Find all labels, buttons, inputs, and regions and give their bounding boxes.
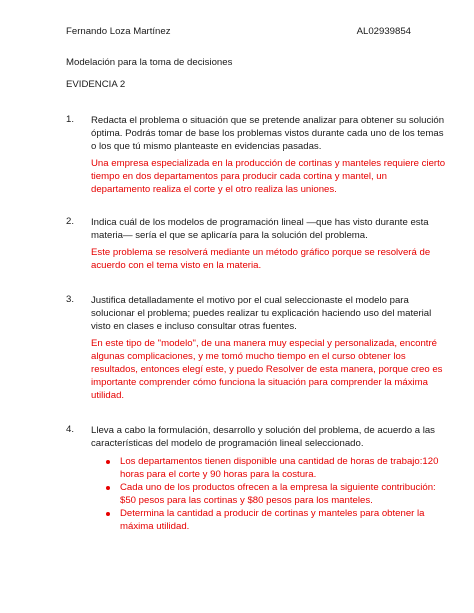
answer-1-line-2: tiempo en dos departamentos para producir cada cortina y mantel, un xyxy=(91,171,387,182)
student-id: AL02939854 xyxy=(356,26,411,37)
answer-1-line-3: departamento realiza el corte y el otro realiza las uniones. xyxy=(91,184,337,195)
bullet-3-line-2: máxima utilidad. xyxy=(120,521,190,532)
bullet-1-line-2: horas para el corte y 90 horas para la costura. xyxy=(120,469,317,480)
bullet-2-line-2: $50 pesos para las cortinas y $80 pesos para los manteles. xyxy=(120,495,373,506)
question-2-line-2: materia— sería el que se aplicaría para la solución del problema. xyxy=(91,230,368,241)
answer-3-line-2: algunas complicaciones, y me tomó mucho tiempo en el curso obtener los xyxy=(91,351,406,362)
answer-3-line-5: utilidad. xyxy=(91,390,125,401)
question-4-line-2: características del modelo de programación lineal seleccionado. xyxy=(91,438,364,449)
question-3-line-3: visto en clases e incluso consultar otras fuentes. xyxy=(91,321,297,332)
answer-3-line-4: importante comprender cómo funciona la situación para comprender la máxima xyxy=(91,377,429,388)
answer-2-line-2: acuerdo con el tema visto en la materia. xyxy=(91,260,262,271)
answer-3-line-3: resultados, entonces elegí este, y puedo Resolver de esta manera, porque creo es xyxy=(91,364,443,375)
bullet-3-line-1: Determina la cantidad a producir de cortinas y manteles para obtener la xyxy=(120,508,425,519)
bullet-1-icon xyxy=(106,460,110,464)
evidence-label: EVIDENCIA 2 xyxy=(66,79,126,90)
question-3-line-2: solucionar el problema; puedes realizar tu explicación haciendo uso del material xyxy=(91,308,432,319)
item-number-1: 1. xyxy=(66,114,75,125)
bullet-2-line-1: Cada uno de los productos ofrecen a la empresa la siguiente contribución: xyxy=(120,482,436,493)
bullet-1-line-1: Los departamentos tienen disponible una cantidad de horas de trabajo:120 xyxy=(120,456,439,467)
bullet-2-icon xyxy=(106,486,110,490)
answer-2-line-1: Este problema se resolverá mediante un método gráfico porque se resolverá de xyxy=(91,247,431,258)
question-1-line-1: Redacta el problema o situación que se pretende analizar para obtener su solución xyxy=(91,115,445,126)
question-1-line-3: o los que tú mismo planteaste en evidencias pasadas. xyxy=(91,141,322,152)
question-4-line-1: Lleva a cabo la formulación, desarrollo y solución del problema, de acuerdo a las xyxy=(91,425,435,436)
author-name: Fernando Loza Martínez xyxy=(66,26,171,37)
item-number-3: 3. xyxy=(66,294,75,305)
course-title: Modelación para la toma de decisiones xyxy=(66,57,233,68)
bullet-3-icon xyxy=(106,512,110,516)
item-number-2: 2. xyxy=(66,216,75,227)
answer-3-line-1: En este tipo de "modelo", de una manera muy especial y personalizada, encontré xyxy=(91,338,437,349)
answer-1-line-1: Una empresa especializada en la producción de cortinas y manteles requiere cierto xyxy=(91,158,446,169)
item-number-4: 4. xyxy=(66,424,75,435)
question-1-line-2: óptima. Podrás tomar de base los problemas vistos durante cada uno de los temas xyxy=(91,128,444,139)
question-3-line-1: Justifica detalladamente el motivo por el cual seleccionaste el modelo para xyxy=(91,295,409,306)
question-2-line-1: Indica cuál de los modelos de programación lineal —que has visto durante esta xyxy=(91,217,429,228)
